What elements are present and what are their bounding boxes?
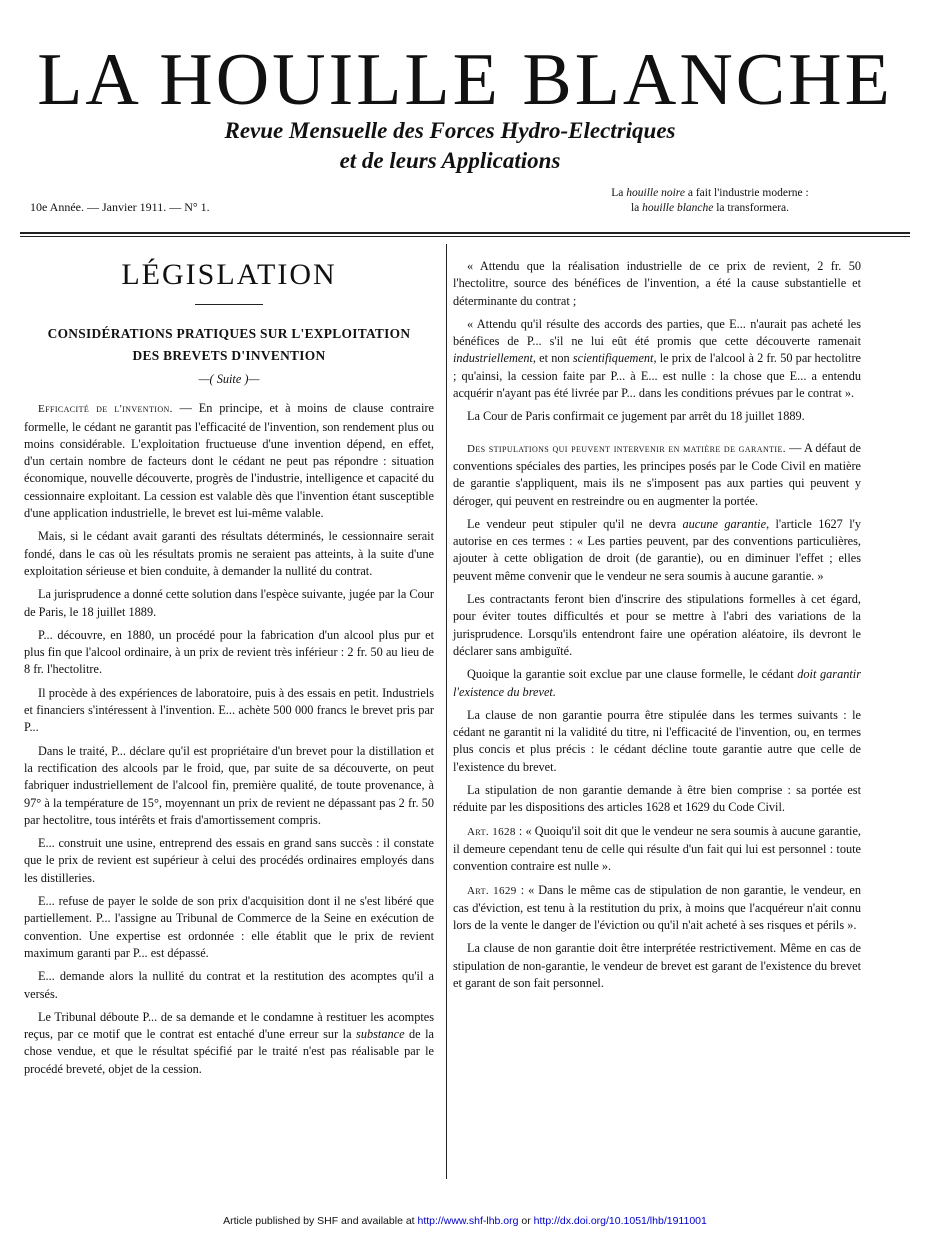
right-column <box>453 258 861 998</box>
paragraph-text: — A défaut de conventions spéciales des parties, les principes posés par le Code Civil en matière de garantie s'appliquent, mais ils ne s'imposent pas aux parties qui peuvent y déroger, qui peuvent en restreindre ou en augmenter la portée. <box>453 440 861 508</box>
paragraph: « Attendu que la réalisation industrielle de ce prix de revient, 2 fr. 50 l'hectolitre, source des bénéfices de l'invention, a été la cause substantielle et déterminante du contrat ; <box>453 259 861 308</box>
footer-text: Article published by SHF and available at <box>223 1215 418 1227</box>
article-suite-label: —( Suite )— <box>198 372 260 386</box>
header-rule-thick <box>20 232 910 234</box>
paragraph-heading: Des stipulations qui peuvent intervenir en matière de garantie. <box>467 442 786 455</box>
paragraph <box>24 400 434 522</box>
paragraph: La Cour de Paris confirmait ce jugement par arrêt du 18 juillet 1889. <box>467 409 805 424</box>
issue-line: 10e Année. — Janvier 1911. — N° 1. <box>30 200 210 214</box>
paragraph <box>453 823 861 876</box>
paragraph-text: « Attendu qu'il résulte des accords des parties, que E... n'aurait pas acheté les bénéfices de P... s'il ne lui eût été promis que cette découverte ramenait <box>453 316 861 349</box>
paragraph <box>453 882 861 935</box>
paragraph-text: — En principe, et à moins de clause contraire formelle, le cédant ne garantit pas l'efficacité de l'invention, son rendement plus ou moins considérable. L'exploitation fructueuse d'une invention dépend, en effet, d'un certain nombre de facteurs dont le cédant ne peut pas répondre : situation économique, nouvelle découverte, progrès de l'industrie, intelligence et capacité du cessionnaire exploitant. La cession est valable dès que l'invention étant susceptible d'une application industrielle, le brevet est lui-même valable. <box>24 401 434 521</box>
paragraph <box>453 316 861 402</box>
article-title-line2: DES BREVETS D'INVENTION <box>132 348 326 363</box>
motto-text: la <box>630 202 643 214</box>
paragraph <box>24 1009 434 1078</box>
article-reference: Art. 1629 <box>467 884 517 897</box>
paragraph <box>453 516 861 585</box>
paragraph: Dans le traité, P... déclare qu'il est propriétaire d'un brevet pour la distillation et la rectification des alcools par le froid, que, par suite de sa découverte, on peut fabriquer industriellement de l'alcool fin, première qualité, de toute provenance, à 97° à la température de 15°, moyennant un prix de revient ne dépassant pas 2 fr. 50 par hectolitre, tous intérêts et frais d'amortissement compris. <box>24 743 434 827</box>
header-rule-thin <box>20 236 910 237</box>
paragraph-text: Le vendeur peut stipuler qu'il ne devra <box>467 516 683 531</box>
paragraph: E... construit une usine, entreprend des essais en grand sans succès : il constate que le prix de revient est supérieur à celui des procédés ordinaires employés dans les distilleries. <box>24 836 434 885</box>
paragraph-text: de la chose vendue, et que le résultat spécifié par le traité n'est pas réalisable par le procédé breveté, objet de la cession. <box>24 1027 434 1076</box>
paragraph-text: Le Tribunal déboute P... de sa demande et le condamne à restituer les acomptes reçus, par ce motif que le contrat est entaché d'une erreur sur la <box>24 1009 434 1042</box>
paragraph: La clause de non garantie pourra être stipulée dans les termes suivants : le cédant ne garantit ni la validité du titre, ni l'efficacité de l'invention, ou, en termes plus concis et plus précis : le cédant décline toute garantie autre que celle de l'existence du brevet. <box>453 707 861 774</box>
paragraph: La stipulation de non garantie demande à être bien comprise : sa portée est réduite par les dispositions des articles 1628 et 1629 du Code Civil. <box>453 783 861 815</box>
footer-text: or <box>518 1215 534 1227</box>
motto-text: La <box>611 187 627 199</box>
paragraph: La jurisprudence a donné cette solution dans l'espèce suivante, jugée par la Cour de Paris, le 18 juillet 1889. <box>24 587 434 619</box>
publication-footer <box>0 1215 930 1227</box>
paragraph-text: : « Quoiqu'il soit dit que le vendeur ne sera soumis à aucune garantie, il demeure cependant tenu de celle qui résulte d'un fait qui lui est personnel : toute convention contraire est nulle ». <box>453 823 861 874</box>
paragraph-text: , l'article 1627 l'y autorise en ces termes : « Les parties peuvent, par des conventions particulières, ajouter à cette obligation de droit (de garantie), ou en diminuer l'effet ; elles peuvent même convenir que le vendeur ne sera soumis à aucune garantie. » <box>453 516 861 583</box>
paragraph-heading: Efficacité de l'invention. <box>38 403 173 416</box>
paragraph: E... refuse de payer le solde de son prix d'acquisition dont il ne s'est libéré que partiellement. P... l'assigne au Tribunal de Commerce de la Seine en exécution de convention. Une expertise est ordonnée : elle établit que le prix de revient maximum garanti par P... est dépassé. <box>24 894 434 960</box>
section-rule <box>195 304 263 305</box>
emphasis-text: substance <box>356 1027 405 1042</box>
journal-motto <box>580 186 840 216</box>
paragraph <box>453 666 861 701</box>
journal-masthead: LA HOUILLE BLANCHE <box>37 39 893 121</box>
paragraph-text: , le prix de l'alcool à 2 fr. 50 par hectolitre ; qu'ainsi, la cession faite par P... à E... est nulle : la chose que E... a entendu acquérir n'ayant pas été livrée par P... dans les conditions prévues par le contrat ». <box>453 351 861 401</box>
motto-emphasis: houille noire <box>626 187 685 199</box>
paragraph: P... découvre, en 1880, un procédé pour la fabrication d'un alcool plus pur et plus fin que l'alcool ordinaire, à un prix de revient très inférieur : 2 fr. 50 au lieu de 8 fr. l'hectolitre. <box>24 627 434 677</box>
paragraph: Mais, si le cédant avait garanti des résultats déterminés, le cessionnaire serait fondé, dans le cas où les résultats promis ne seraient pas atteints, à la suite d'une exploitation sérieuse et bien conduite, à demander la nullité du contrat. <box>24 529 434 578</box>
paragraph <box>453 440 861 510</box>
paragraph-text: , et non <box>532 351 573 366</box>
journal-subtitle-line1: Revue Mensuelle des Forces Hydro-Electriques <box>224 118 676 143</box>
motto-emphasis: houille blanche <box>642 202 714 214</box>
emphasis-text: aucune garantie <box>682 516 767 531</box>
section-title: LÉGISLATION <box>121 258 337 291</box>
doi-link[interactable]: http://dx.doi.org/10.1051/lhb/1911001 <box>533 1215 707 1227</box>
paragraph-text: Quoique la garantie soit exclue par une clause formelle, le cédant <box>467 667 798 682</box>
motto-text: a fait l'industrie moderne : <box>684 187 809 199</box>
left-column <box>24 252 434 1084</box>
paragraph: Les contractants feront bien d'inscrire des stipulations formelles à cet égard, pour éviter toutes difficultés et pour se mettre à l'abri des variations de la jurisprudence. Lorsqu'ils entendront faire une opération aléatoire, ils devront le déclarer sans ambiguïté. <box>453 592 861 658</box>
emphasis-text: industriellement <box>453 351 533 366</box>
paragraph: Il procède à des expériences de laboratoire, puis à des essais en petit. Industriels et financiers s'intéressent à l'invention. E... achète 500 000 francs le brevet pris par P... <box>24 685 434 735</box>
emphasis-text: scientifiquement <box>572 351 654 366</box>
paragraph: E... demande alors la nullité du contrat et la restitution des acomptes qu'il a versés. <box>24 969 434 1001</box>
paragraph: La clause de non garantie doit être interprétée restrictivement. Même en cas de stipulation de non-garantie, le vendeur de brevet est garant de l'existence du brevet et garant de son fait personnel. <box>453 941 861 990</box>
emphasis-text: doit garantir l'existence du brevet. <box>453 667 861 699</box>
article-reference: Art. 1628 <box>467 825 516 838</box>
shf-link[interactable]: http://www.shf-lhb.org <box>417 1215 519 1227</box>
motto-text: la transformera. <box>713 202 790 214</box>
paragraph-text: : « Dans le même cas de stipulation de non garantie, le vendeur, en cas d'éviction, est tenu à la restitution du prix, à moins que l'acquéreur n'ait connu lors de la vente le danger de l'éviction ou qu'il n'ait acheté à ses risques et périls ». <box>453 882 861 933</box>
column-divider <box>446 244 447 1179</box>
article-title-line1: CONSIDÉRATIONS PRATIQUES SUR L'EXPLOITATION <box>47 326 411 341</box>
journal-subtitle-line2: et de leurs Applications <box>339 148 561 173</box>
